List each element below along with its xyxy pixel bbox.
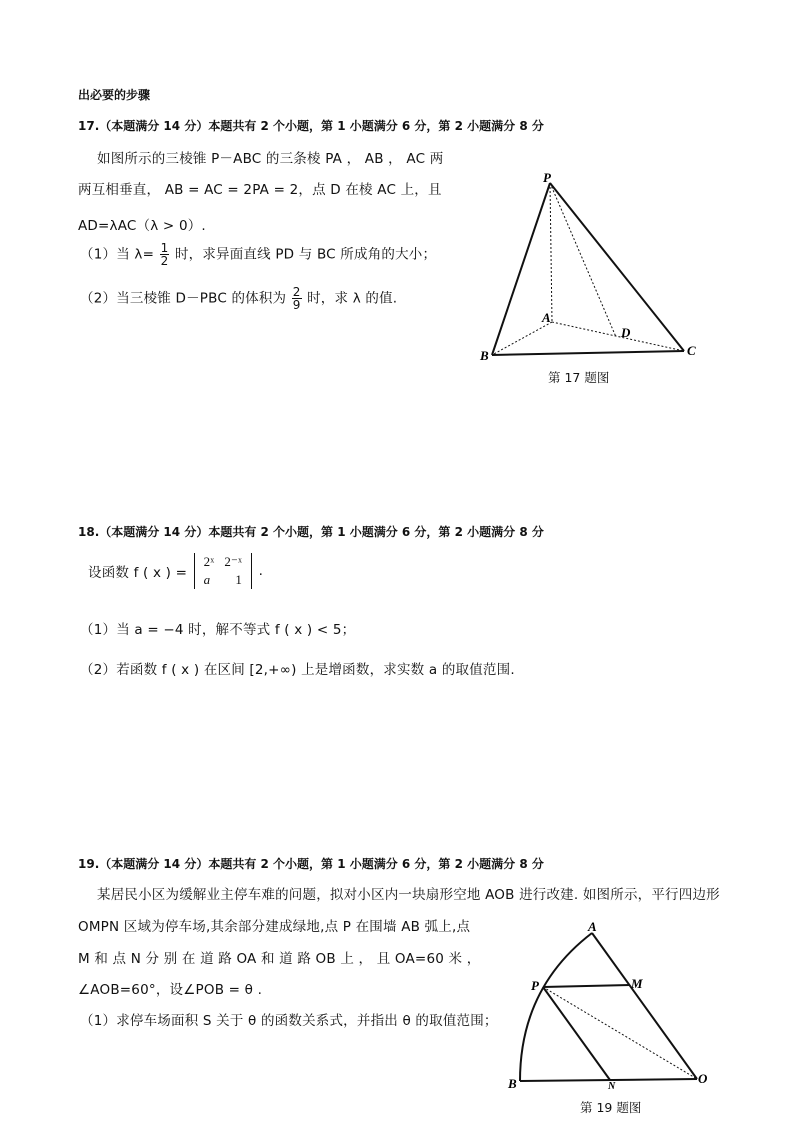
q19-figure-caption: 第 19 题图 <box>580 1100 642 1115</box>
q18-definition <box>88 553 263 589</box>
label-b: B <box>508 1076 517 1091</box>
q17-line3 <box>78 214 206 234</box>
q17-line2: 两互相垂直， AB = AC = 2PA = 2，点 D 在棱 AC 上，且 <box>78 182 442 198</box>
segment-oa <box>592 933 697 1079</box>
edge-pc <box>550 183 684 351</box>
edge-pb <box>492 183 550 355</box>
label-a: A <box>542 310 551 325</box>
edge-bc <box>492 351 684 355</box>
edge-pd <box>550 183 616 337</box>
q17-vector-condition: AD=λAC（λ > 0）. <box>78 218 206 234</box>
q17-part2-prefix: （2）当三棱锥 D－PBC 的体积为 <box>80 290 287 307</box>
q19-line1: 某居民小区为缓解业主停车难的问题，拟对小区内一块扇形空地 AOB 进行改建. 如图所示，平行四边形 <box>97 887 720 903</box>
q17-line1: 如图所示的三棱锥 P－ABC 的三条棱 PA ， AB ， AC 两 <box>97 151 444 167</box>
q19-header: 19.（本题满分 14 分）本题共有 2 个小题，第 1 小题满分 6 分，第 2 小题满分 8 分 <box>78 857 544 871</box>
q18-header: 18.（本题满分 14 分）本题共有 2 个小题，第 1 小题满分 6 分，第 2 小题满分 8 分 <box>78 525 544 539</box>
q17-part2-suffix: 时，求 λ 的值. <box>307 290 398 307</box>
label-c: C <box>687 343 696 358</box>
segment-pm <box>543 985 630 987</box>
q17-part2-fraction <box>292 286 302 311</box>
segment-pn <box>543 987 610 1080</box>
label-m: M <box>631 976 643 991</box>
q17-figure-caption: 第 17 题图 <box>548 370 610 385</box>
label-b: B <box>480 348 489 363</box>
q18-def-prefix: 设函数 f ( x ) = <box>88 565 188 581</box>
det-cell: a <box>203 572 211 587</box>
det-cell: 2ˣ <box>203 554 215 569</box>
label-n: N <box>608 1081 616 1092</box>
q19-line3: M 和 点 N 分 别 在 道 路 OA 和 道 路 OB 上 ， 且 OA=60 米 ， <box>78 951 481 967</box>
segment-po <box>543 987 697 1079</box>
q19-line2: OMPN 区域为停车场,其余部分建成绿地,点 P 在围墙 AB 弧上,点 <box>78 919 471 935</box>
fraction-denominator: 9 <box>292 298 301 312</box>
fraction-numerator: 2 <box>292 285 301 299</box>
q17-part1 <box>80 242 436 267</box>
det-cell: 1 <box>235 572 243 587</box>
edge-pa <box>550 183 552 322</box>
q19-figure <box>500 918 730 1098</box>
q18-part1: （1）当 a = −4 时，解不等式 f ( x ) < 5； <box>80 622 356 638</box>
q18-def-suffix: . <box>258 563 264 579</box>
top-note: 出必要的步骤 <box>78 88 151 102</box>
q17-part1-fraction <box>160 242 170 267</box>
label-d: D <box>621 325 631 340</box>
q18-part2: （2）若函数 f ( x ) 在区间 [2,+∞) 上是增函数，求实数 a 的取值范围. <box>80 662 515 678</box>
q19-line4: ∠AOB=60°，设∠POB = θ . <box>78 982 263 998</box>
fraction-numerator: 1 <box>160 241 169 255</box>
q17-figure <box>470 165 710 395</box>
arc-ab <box>520 933 592 1081</box>
q17-part2 <box>80 286 397 311</box>
q18-determinant <box>194 553 252 589</box>
q17-part1-suffix: 时，求异面直线 PD 与 BC 所成角的大小； <box>174 246 437 263</box>
label-o: O <box>698 1071 708 1086</box>
det-cell: 2⁻ˣ <box>224 554 243 569</box>
q17-part1-prefix: （1）当 λ= <box>80 246 155 263</box>
label-p: P <box>543 170 551 185</box>
fraction-denominator: 2 <box>160 254 169 268</box>
q19-part1: （1）求停车场面积 S 关于 θ 的函数关系式，并指出 θ 的取值范围； <box>80 1013 498 1029</box>
label-a: A <box>588 919 597 934</box>
q17-header: 17.（本题满分 14 分）本题共有 2 个小题，第 1 小题满分 6 分，第 2 小题满分 8 分 <box>78 119 544 133</box>
label-p: P <box>531 978 539 993</box>
